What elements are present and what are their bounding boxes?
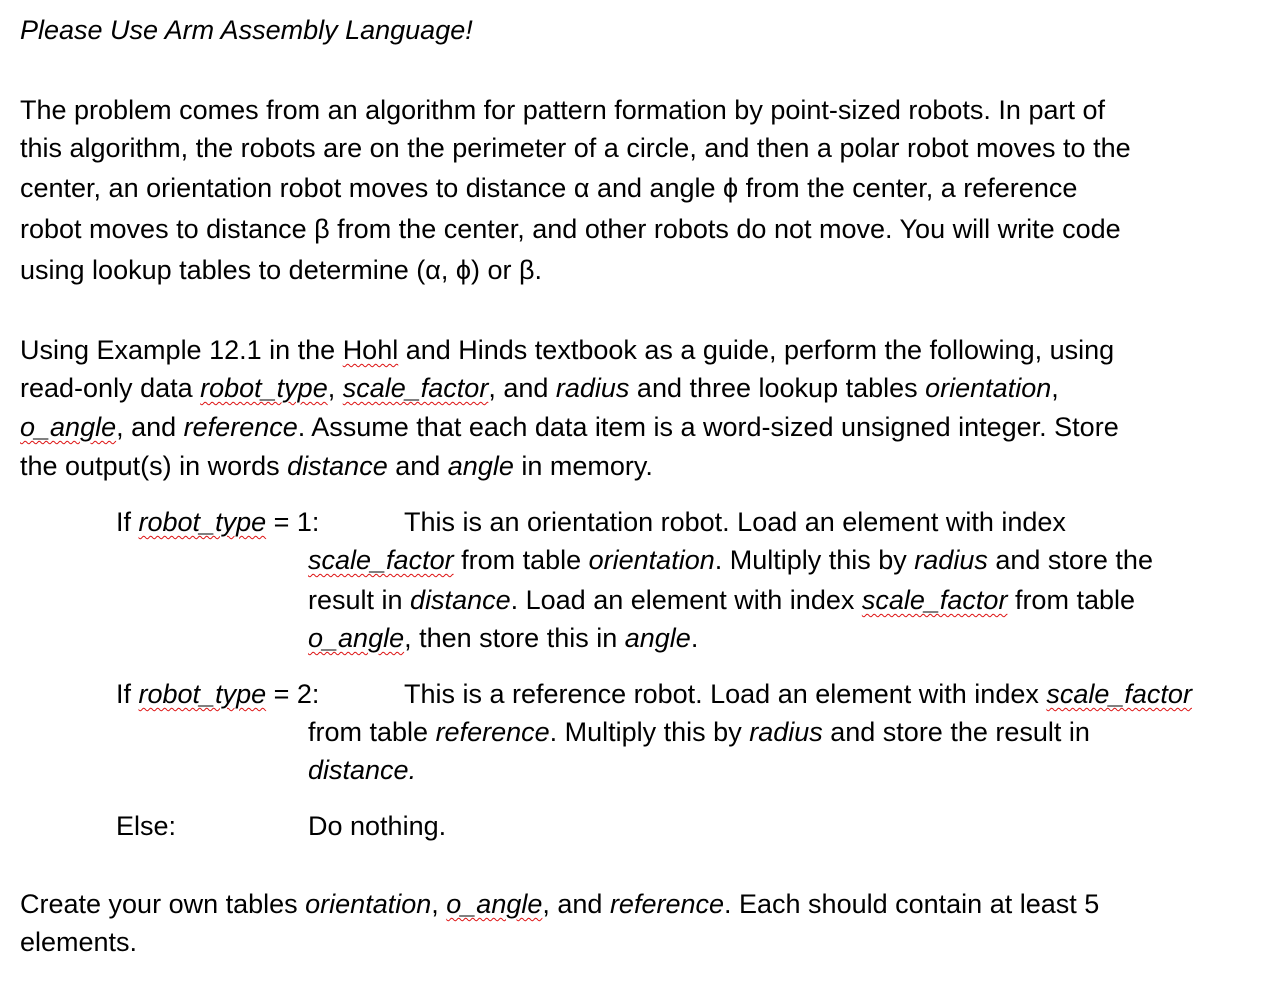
closing-line-1: Create your own tables orientation, o_angle, and reference. Each should contain at least 5 [20, 889, 1100, 919]
case-2-label: If robot_type = 2: [116, 679, 320, 709]
heading: Please Use Arm Assembly Language! [20, 15, 473, 45]
case-1-line-4: o_angle, then store this in angle. [308, 623, 699, 653]
intro-line-2: this algorithm, the robots are on the perimeter of a circle, and then a polar robot moves to the [20, 133, 1131, 163]
case-2-line-2: from table reference. Multiply this by radius and store the result in [308, 717, 1090, 747]
case-3-text: Do nothing. [308, 811, 447, 841]
case-2-line-3: distance. [308, 755, 417, 785]
case-2-line-1: This is a reference robot. Load an element with index scale_factor [404, 679, 1192, 709]
case-3-label: Else: [116, 811, 177, 841]
intro-line-5: using lookup tables to determine (α, ϕ) or β. [20, 255, 543, 285]
instructions-line-3: o_angle, and reference. Assume that each data item is a word-sized unsigned integer. Store [20, 412, 1119, 442]
case-1-label: If robot_type = 1: [116, 507, 320, 537]
closing-line-2: elements. [20, 927, 138, 957]
intro-line-4: robot moves to distance β from the center, and other robots do not move. You will write code [20, 214, 1121, 244]
case-1-line-3: result in distance. Load an element with index scale_factor from table [308, 585, 1135, 615]
case-1-line-2: scale_factor from table orientation. Multiply this by radius and store the [308, 545, 1153, 575]
instructions-line-2: read-only data robot_type, scale_factor, and radius and three lookup tables orientation, [20, 373, 1059, 403]
instructions-line-4: the output(s) in words distance and angle in memory. [20, 451, 653, 481]
intro-line-1: The problem comes from an algorithm for pattern formation by point-sized robots. In part of [20, 95, 1105, 125]
case-1-line-1: This is an orientation robot. Load an element with index [404, 507, 1066, 537]
intro-line-3: center, an orientation robot moves to distance α and angle ϕ from the center, a reference [20, 173, 1078, 203]
instructions-line-1: Using Example 12.1 in the Hohl and Hinds textbook as a guide, perform the following, using [20, 335, 1115, 365]
